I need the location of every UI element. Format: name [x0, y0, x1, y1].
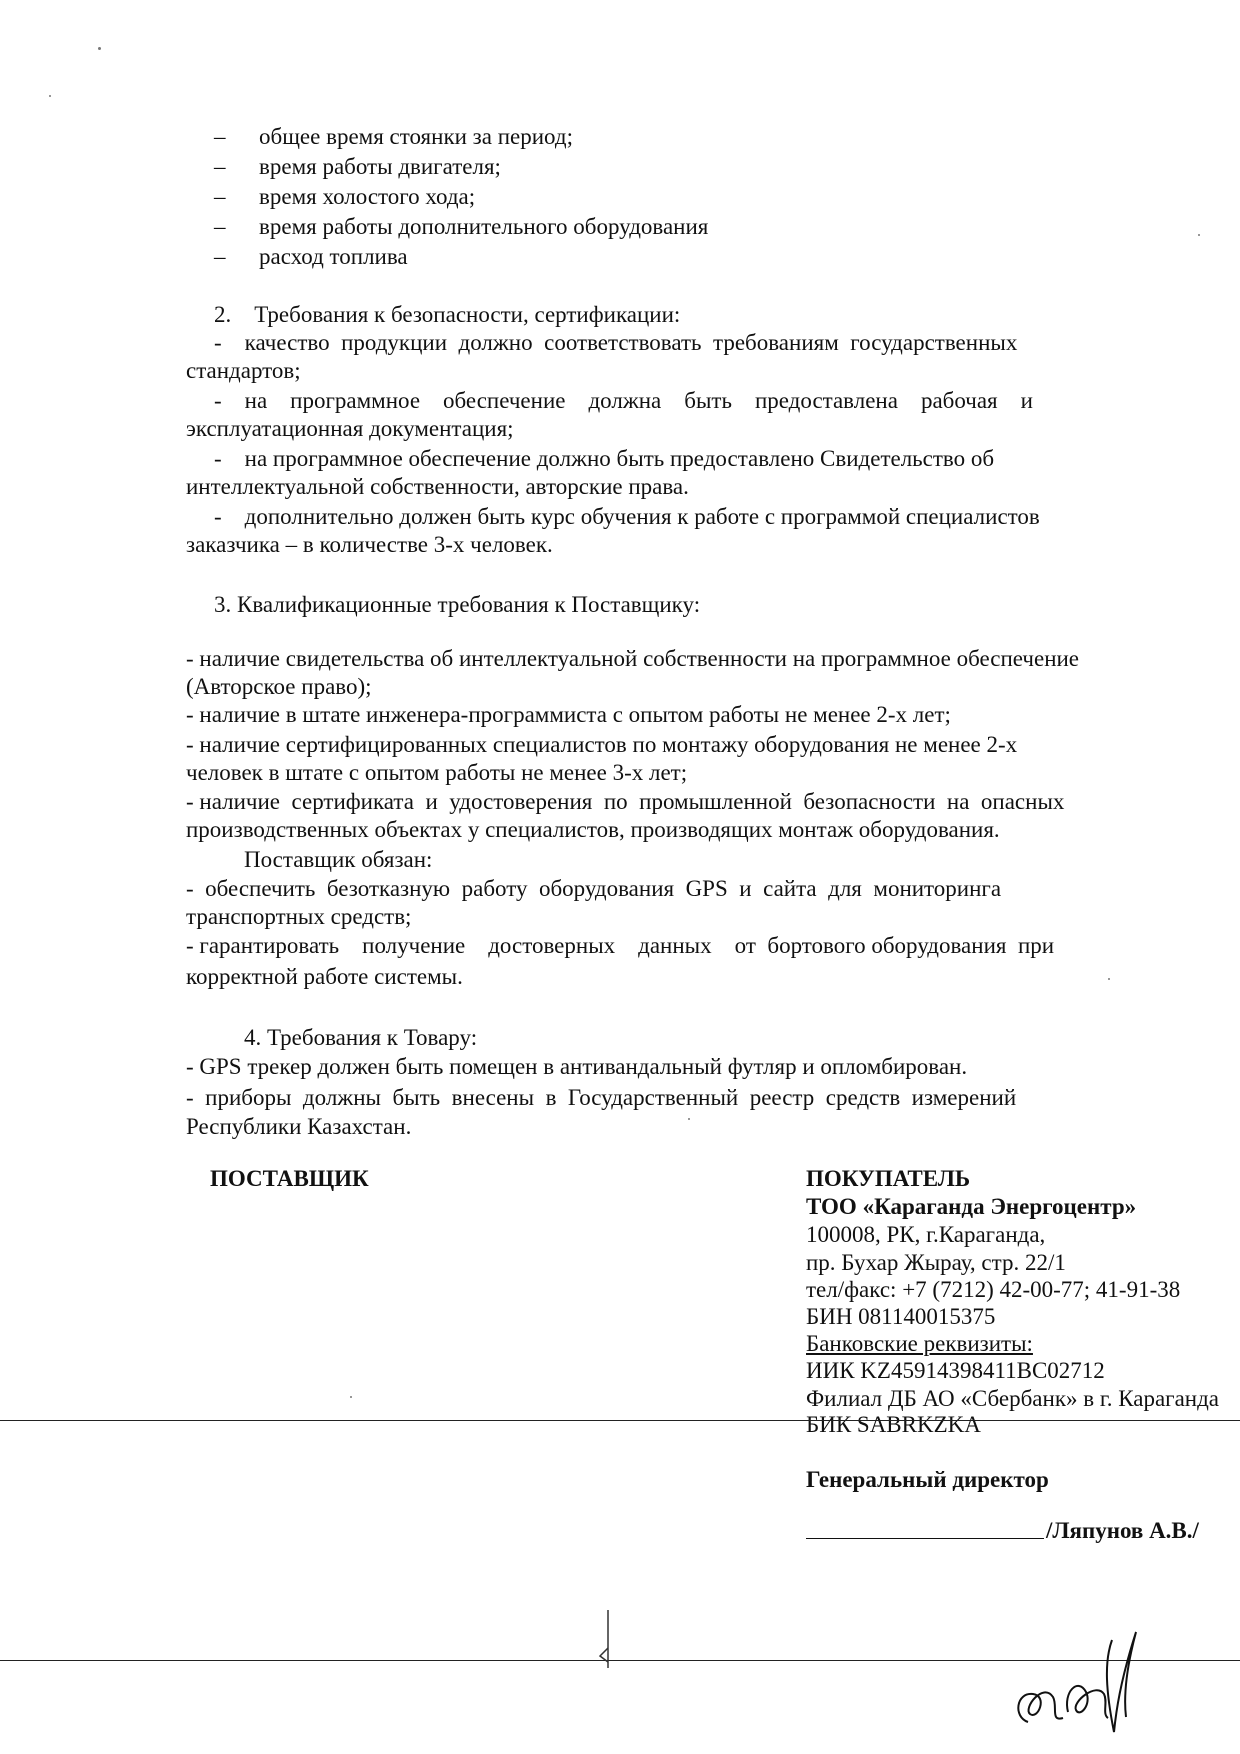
- scan-rule: [0, 1420, 1240, 1421]
- scan-speck: [350, 1396, 352, 1398]
- list-item: общее время стоянки за период;: [259, 124, 573, 149]
- director-name: /Ляпунов А.В./: [1046, 1518, 1199, 1543]
- signature-line: [806, 1538, 1044, 1539]
- buyer-address-line: 100008, РК, г.Караганда,: [806, 1222, 1046, 1247]
- obligation-line: транспортных средств;: [186, 904, 412, 929]
- supplier-heading: ПОСТАВЩИК: [210, 1166, 369, 1191]
- pencil-mark-icon: [596, 1608, 620, 1676]
- director-title: Генеральный директор: [806, 1467, 1049, 1492]
- requirement-line: интеллектуальной собственности, авторские права.: [186, 474, 689, 499]
- obligation-line: - обеспечить безотказную работу оборудования GPS и сайта для мониторинга: [186, 876, 1002, 901]
- requirement-line: эксплуатационная документация;: [186, 416, 514, 441]
- qualification-line: - наличие в штате инженера-программиста с опытом работы не менее 2-х лет;: [186, 702, 951, 727]
- list-dash: –: [214, 214, 226, 239]
- obligation-title: Поставщик обязан:: [244, 847, 433, 872]
- requirement-line: - дополнительно должен быть курс обучения к работе с программой специалистов: [214, 504, 1040, 529]
- list-dash: –: [214, 154, 226, 179]
- requirement-line: - на программное обеспечение должно быть предоставлено Свидетельство об: [214, 446, 995, 471]
- list-dash: –: [214, 184, 226, 209]
- buyer-address-line: пр. Бухар Жырау, стр. 22/1: [806, 1250, 1066, 1275]
- qualification-line: человек в штате с опытом работы не менее 3-х лет;: [186, 760, 688, 785]
- qualification-line: - наличие сертификата и удостоверения по промышленной безопасности на опасных: [186, 789, 1065, 814]
- list-dash: –: [214, 244, 226, 269]
- buyer-bank-branch: Филиал ДБ АО «Сбербанк» в г. Караганда: [806, 1386, 1220, 1411]
- scan-speck: [49, 95, 51, 97]
- qualification-line: - наличие свидетельства об интеллектуальной собственности на программное обеспечение: [186, 646, 1080, 671]
- buyer-phone: тел/факс: +7 (7212) 42-00-77; 41-91-38: [806, 1277, 1181, 1302]
- qualification-line: - наличие сертифицированных специалистов по монтажу оборудования не менее 2-х: [186, 732, 1018, 757]
- list-item: время холостого хода;: [259, 184, 476, 209]
- list-item: время работы двигателя;: [259, 154, 501, 179]
- buyer-bin: БИН 081140015375: [806, 1304, 996, 1329]
- requirement-line: заказчика – в количестве 3-х человек.: [186, 532, 553, 557]
- list-item: расход топлива: [259, 244, 408, 269]
- scan-speck: [688, 1118, 690, 1120]
- goods-line: - GPS трекер должен быть помещен в антивандальный футляр и опломбирован.: [186, 1054, 968, 1079]
- obligation-line: корректной работе системы.: [186, 964, 463, 989]
- qualification-line: производственных объектах у специалистов, производящих монтаж оборудования.: [186, 817, 1000, 842]
- bank-details-label: Банковские реквизиты:: [806, 1331, 1033, 1356]
- requirement-line: - качество продукции должно соответствовать требованиям государственных: [214, 330, 1018, 355]
- section-title: 3. Квалификационные требования к Поставщику:: [214, 592, 701, 617]
- qualification-line: (Авторское право);: [186, 674, 372, 699]
- handwritten-initials-icon: [1008, 1622, 1158, 1742]
- buyer-heading: ПОКУПАТЕЛЬ: [806, 1166, 971, 1191]
- goods-line: Республики Казахстан.: [186, 1114, 412, 1139]
- list-dash: –: [214, 124, 226, 149]
- obligation-line: - гарантировать получение достоверных данных от бортового оборудования при: [186, 933, 1055, 958]
- section-title: 4. Требования к Товару:: [244, 1025, 478, 1050]
- buyer-iik: ИИК KZ45914398411BC02712: [806, 1358, 1105, 1383]
- goods-line: - приборы должны быть внесены в Государственный реестр средств измерений: [186, 1085, 1017, 1110]
- buyer-bik: БИК SABRKZKA: [806, 1412, 981, 1437]
- scan-speck: [1108, 978, 1110, 980]
- requirement-line: стандартов;: [186, 358, 301, 383]
- scan-speck: [1198, 234, 1200, 236]
- section-title: 2. Требования к безопасности, сертификации:: [214, 302, 681, 327]
- buyer-company: ТОО «Караганда Энергоцентр»: [806, 1194, 1137, 1219]
- list-item: время работы дополнительного оборудования: [259, 214, 709, 239]
- requirement-line: - на программное обеспечение должна быть предоставлена рабочая и: [214, 388, 1033, 413]
- scan-speck: [98, 47, 101, 50]
